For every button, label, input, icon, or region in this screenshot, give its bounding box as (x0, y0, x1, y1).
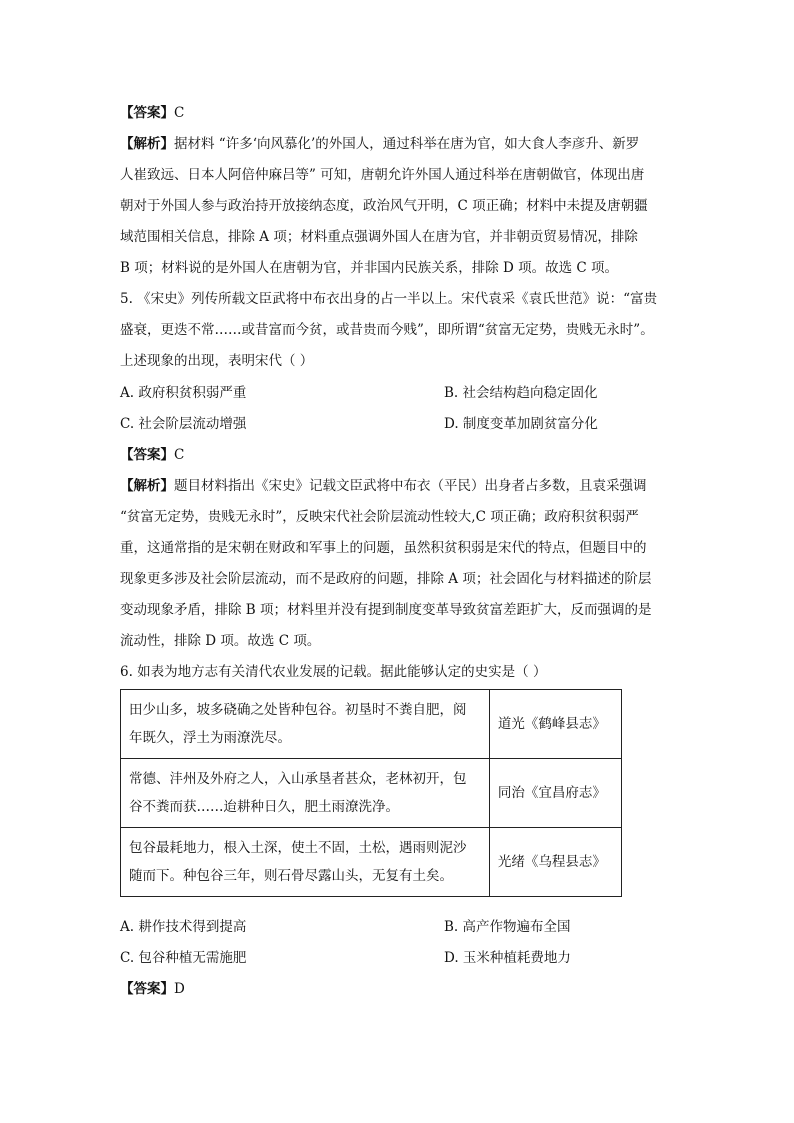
q4-analysis-line-1 (120, 134, 639, 154)
q5-stem-line-1: 5. 《宋史》列传所载文臣武将中布衣出身的占一半以上。宋代袁采《袁氏世范》说：“富贵 (120, 291, 658, 307)
q6-option-d: D. 玉米种植耗费地力 (444, 950, 571, 966)
q6-option-c: C. 包谷种植无需施肥 (120, 950, 247, 966)
answer-value: C (174, 447, 185, 463)
q5-stem-line-2: 盛衰，更迭不常……或昔富而今贫，或昔贵而今贱”，即所谓“贫富无定势，贵贱无永时”。 (120, 322, 654, 338)
q6-answer-line (120, 979, 185, 999)
answer-value: D (174, 981, 185, 997)
record-text: 常德、沣州及外府之人，入山承垦者甚众，老林初开，包 谷不粪而获……迨耕种日久，肥土雨潦洗净。 (121, 759, 490, 828)
record-source: 同治《宜昌府志》 (489, 759, 621, 828)
q6-stem: 6. 如表为地方志有关清代农业发展的记载。据此能够认定的史实是（ ） (120, 664, 547, 680)
q4-analysis-line-2: 人崔致远、日本人阿倍仲麻吕等” 可知，唐朝允许外国人通过科举在唐朝做官，体现出唐 (120, 167, 645, 183)
answer-label: 【答案】 (120, 105, 174, 121)
analysis-label: 【解析】 (120, 478, 174, 494)
record-source: 道光《鹤峰县志》 (489, 690, 621, 759)
q5-analysis-line-5: 变动现象矛盾，排除 B 项；材料里并没有提到制度变革导致贫富差距扩大，反而强调的是 (120, 602, 652, 618)
record-text: 田少山多，坡多硗确之处皆种包谷。初垦时不粪自肥，阅 年既久，浮土为雨潦洗尽。 (121, 690, 490, 759)
answer-value: C (174, 105, 185, 121)
q5-option-c: C. 社会阶层流动增强 (120, 416, 247, 432)
table-row (121, 828, 622, 897)
q5-analysis-line-4: 现象更多涉及社会阶层流动，而不是政府的问题，排除 A 项；社会固化与材料描述的阶层 (120, 571, 652, 587)
q4-analysis-line-3: 朝对于外国人参与政治持开放接纳态度，政治风气开明，C 项正确；材料中未提及唐朝疆 (120, 198, 648, 214)
answer-label: 【答案】 (120, 447, 174, 463)
q6-option-a: A. 耕作技术得到提高 (120, 919, 247, 935)
record-source: 光绪《乌程县志》 (489, 828, 621, 897)
q5-option-d: D. 制度变革加剧贫富分化 (444, 416, 598, 432)
record-text: 包谷最耗地力，根入土深，使土不固，土松，遇雨则泥沙 随而下。种包谷三年，则石骨尽露山头，无复有土矣。 (121, 828, 490, 897)
q5-stem-line-3: 上述现象的出现，表明宋代（ ） (120, 353, 314, 369)
q5-analysis-line-3: 重，这通常指的是宋朝在财政和军事上的问题，虽然积贫积弱是宋代的特点，但题目中的 (120, 540, 647, 556)
analysis-text: 题目材料指出《宋史》记载文臣武将中布衣（平民）出身者占多数，且袁采强调 (174, 478, 647, 494)
q5-option-b: B. 社会结构趋向稳定固化 (444, 385, 598, 401)
records-table (120, 689, 622, 897)
analysis-text: 据材料 “许多‘向风慕化’的外国人，通过科举在唐为官，如大食人李彦升、新罗 (174, 136, 640, 152)
q4-analysis-line-5: B 项；材料说的是外国人在唐朝为官，并非国内民族关系，排除 D 项。故选 C 项。 (120, 260, 619, 276)
q4-analysis-line-4: 域范围相关信息，排除 A 项；材料重点强调外国人在唐为官，并非朝贡贸易情况，排除 (120, 229, 638, 245)
analysis-label: 【解析】 (120, 136, 174, 152)
table-row (121, 759, 622, 828)
q5-analysis-line-6: 流动性，排除 D 项。故选 C 项。 (120, 633, 321, 649)
q4-answer-line (120, 103, 184, 123)
q5-analysis-line-2: “贫富无定势，贵贱无永时”，反映宋代社会阶层流动性较大,C 项正确；政府积贫积弱严 (120, 509, 639, 525)
q5-analysis-line-1 (120, 476, 647, 496)
table-row (121, 690, 622, 759)
answer-label: 【答案】 (120, 981, 174, 997)
q5-option-a: A. 政府积贫积弱严重 (120, 385, 247, 401)
q5-answer-line (120, 445, 184, 465)
q6-option-b: B. 高产作物遍布全国 (444, 919, 571, 935)
